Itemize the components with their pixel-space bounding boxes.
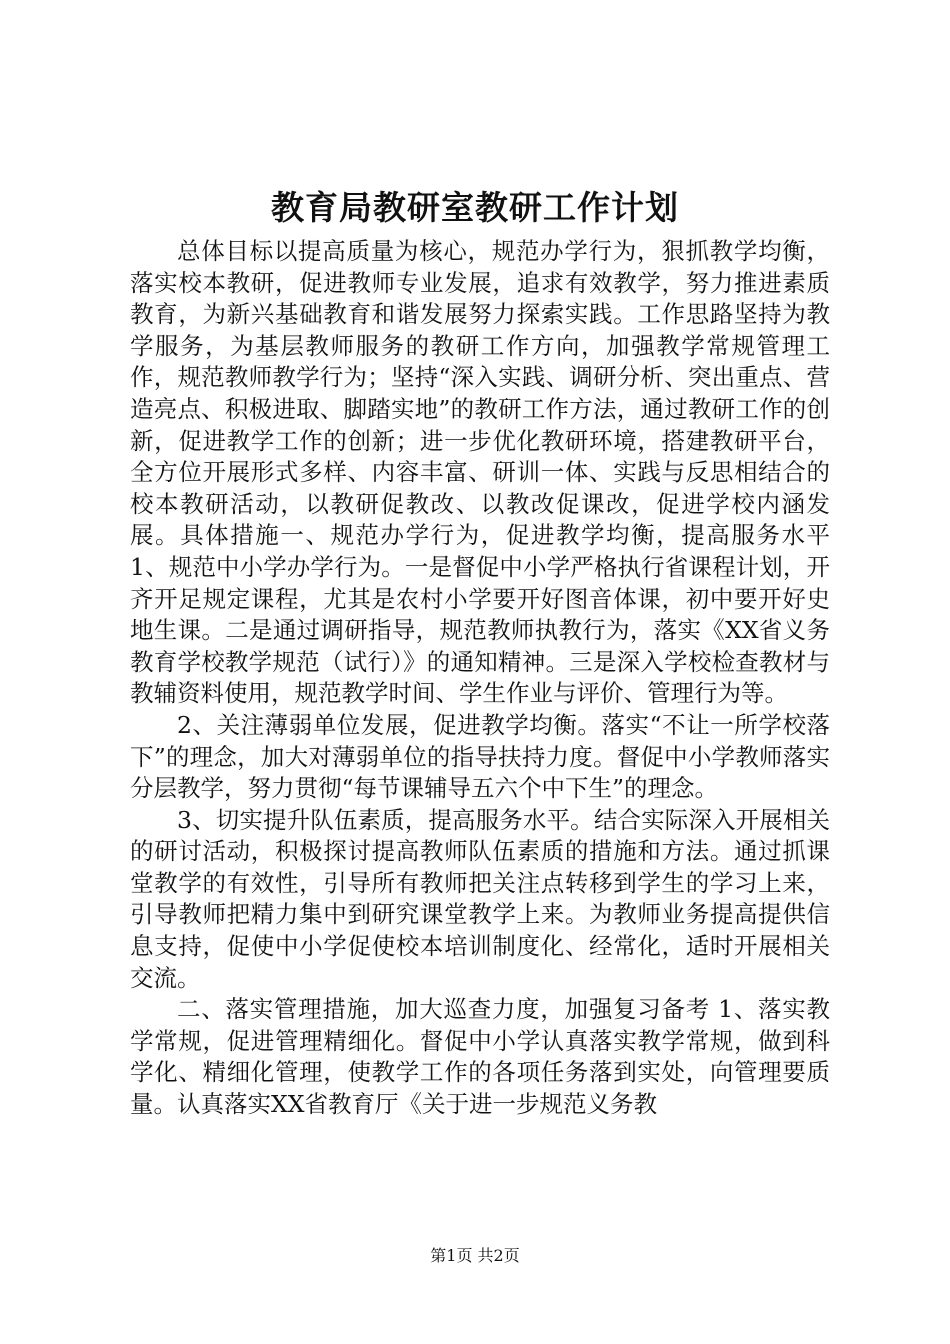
paragraph-1: 总体目标以提高质量为核心，规范办学行为，狠抓教学均衡，落实校本教研，促进教师专业发展，追求有效教学，努力推进素质教育，为新兴基础教育和谐发展努力探索实践。工作思路坚持为教学服务，为基层教师服务的教研工作方向，加强教学常规管理工作，规范教师教学行为；坚持“深入实践、调研分析、突出重点、营造亮点、积极进取、脚踏实地”的教研工作方法，通过教研工作的创新，促进教学工作的创新；进一步优化教研环境，搭建教研平台，全方位开展形式多样、内容丰富、研训一体、实践与反思相结合的校本教研活动，以教研促教改、以教改促课改，促进学校内涵发展。具体措施一、规范办学行为，促进教学均衡，提高服务水平 1、规范中小学办学行为。一是督促中小学严格执行省课程计划，开齐开足规定课程，尤其是农村小学要开好图音体课，初中要开好史地生课。二是通过调研指导，规范教师执教行为，落实《XX省义务教育学校教学规范（试行）》的通知精神。三是深入学校检查教材与教辅资料使用，规范教学时间、学生作业与评价、管理行为等。 — [130, 237, 830, 708]
page-number-footer: 第1页 共2页 — [430, 1246, 520, 1265]
paragraph-4: 二、落实管理措施，加大巡查力度，加强复习备考 1、落实教学常规，促进管理精细化。督促中小学认真落实教学常规，做到科学化、精细化管理，使教学工作的各项任务落到实处，向管理要质量。认真落实XX省教育厅《关于进一步规范义务教 — [130, 995, 830, 1119]
paragraph-3: 3、切实提升队伍素质，提高服务水平。结合实际深入开展相关的研讨活动，积极探讨提高教师队伍素质的措施和方法。通过抓课堂教学的有效性，引导所有教师把关注点转移到学生的学习上来，引导教师把精力集中到研究课堂教学上来。为教师业务提高提供信息支持，促使中小学促使校本培训制度化、经常化，适时开展相关交流。 — [130, 805, 830, 992]
document-title: 教育局教研室教研工作计划 — [271, 188, 679, 227]
paragraph-2: 2、关注薄弱单位发展，促进教学均衡。落实“不让一所学校落下”的理念，加大对薄弱单位的指导扶持力度。督促中小学教师落实分层教学，努力贯彻“每节课辅导五六个中下生”的理念。 — [130, 710, 830, 803]
document-body — [130, 236, 830, 1121]
